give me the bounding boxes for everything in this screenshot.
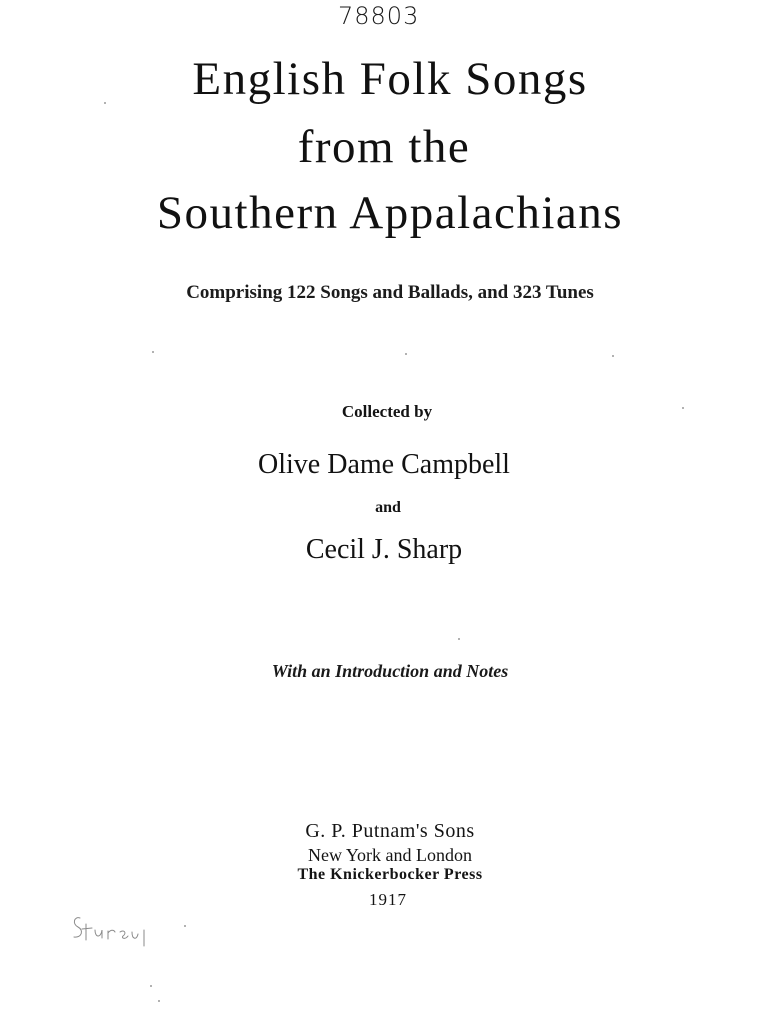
- title-line-1: English Folk Songs: [192, 53, 588, 105]
- paper-speck: [458, 638, 460, 640]
- paper-speck: [152, 351, 154, 353]
- author-campbell: Olive Dame Campbell: [258, 449, 510, 480]
- publisher-name: G. P. Putnam's Sons: [305, 820, 475, 842]
- author-sharp: Cecil J. Sharp: [305, 534, 463, 565]
- introduction-note: With an Introduction and Notes: [271, 661, 509, 681]
- handwritten-signature: [70, 910, 170, 950]
- paper-speck: [150, 985, 152, 987]
- collected-by-label: Collected by: [341, 402, 433, 421]
- paper-speck: [158, 1000, 160, 1002]
- paper-speck: [104, 102, 106, 104]
- paper-speck: [405, 353, 407, 355]
- press-name: The Knickerbocker Press: [297, 866, 483, 883]
- paper-speck: [184, 925, 186, 927]
- title-line-3: Southern Appalachians: [156, 187, 624, 239]
- subtitle: Comprising 122 Songs and Ballads, and 323 Tunes: [186, 282, 594, 303]
- publication-year: 1917: [369, 890, 407, 909]
- conjunction-and: and: [375, 499, 401, 516]
- title-line-2: from the: [297, 121, 471, 173]
- paper-speck: [612, 355, 614, 357]
- paper-speck: [682, 407, 684, 409]
- publisher-cities: New York and London: [308, 845, 472, 865]
- handwritten-accession-number: 78803: [338, 2, 420, 30]
